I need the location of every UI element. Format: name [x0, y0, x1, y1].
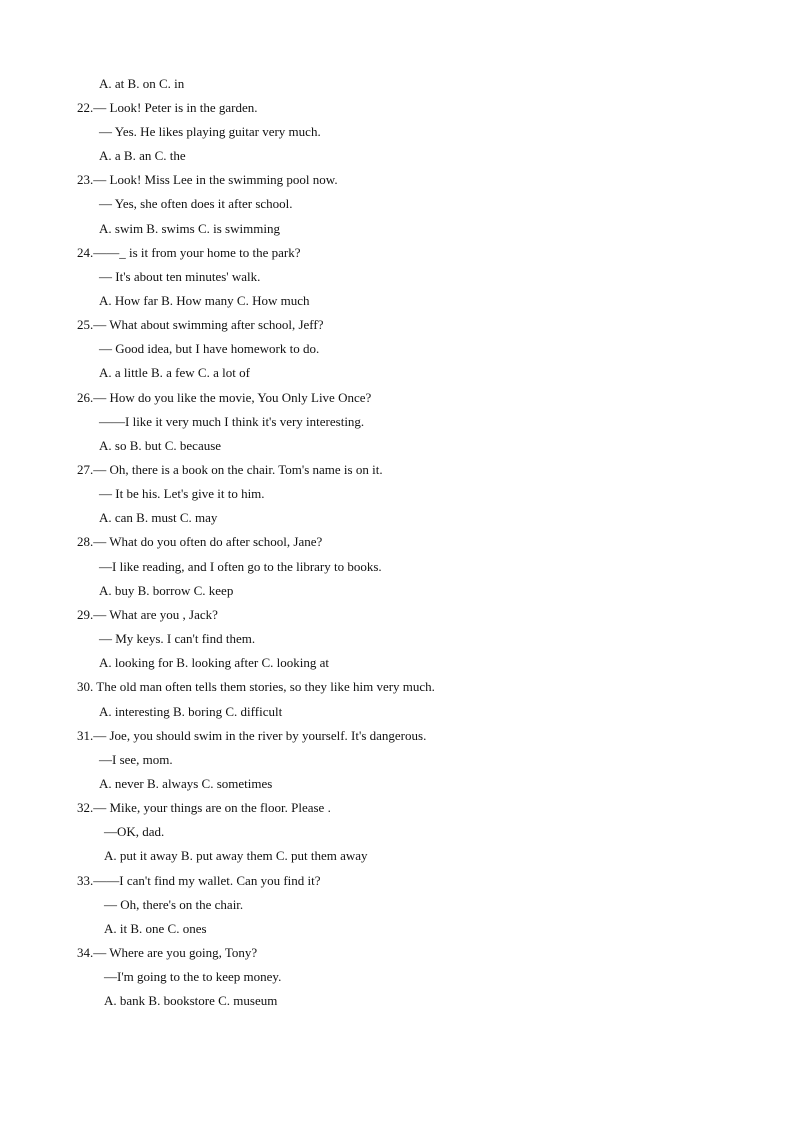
- question-27: 27.— Oh, there is a book on the chair. Tom's name is on it.: [77, 462, 383, 477]
- option-line-q28: A. buy B. borrow C. keep: [99, 583, 234, 598]
- question-25: 25.— What about swimming after school, Jeff?: [77, 317, 324, 332]
- reply-line-q29: — My keys. I can't find them.: [99, 631, 256, 646]
- option-line-q30: A. interesting B. boring C. difficult: [99, 704, 283, 719]
- question-33: 33.——I can't find my wallet. Can you find it?: [77, 873, 321, 888]
- option-line-q33: A. it B. one C. ones: [104, 921, 207, 936]
- option-line-q32: A. put it away B. put away them C. put them away: [104, 848, 368, 863]
- question-32: 32.— Mike, your things are on the floor. Please .: [77, 800, 331, 815]
- option-line-q27: A. can B. must C. may: [99, 510, 218, 525]
- option-line-q34: A. bank B. bookstore C. museum: [104, 993, 278, 1008]
- reply-line-q28: —I like reading, and I often go to the library to books.: [99, 559, 382, 574]
- question-31: 31.— Joe, you should swim in the river by yourself. It's dangerous.: [77, 728, 427, 743]
- option-line-q22: A. a B. an C. the: [99, 148, 186, 163]
- question-24: 24.——_ is it from your home to the park?: [77, 245, 301, 260]
- question-26: 26.— How do you like the movie, You Only Live Once?: [77, 390, 372, 405]
- option-line-q23: A. swim B. swims C. is swimming: [99, 221, 280, 236]
- option-line-q26: A. so B. but C. because: [99, 438, 222, 453]
- question-22: 22.— Look! Peter is in the garden.: [77, 100, 258, 115]
- reply-line-q33: — Oh, there's on the chair.: [104, 897, 244, 912]
- reply-line-q25: — Good idea, but I have homework to do.: [99, 341, 320, 356]
- reply-line-q27: — It be his. Let's give it to him.: [99, 486, 265, 501]
- question-30: 30. The old man often tells them stories, so they like him very much.: [77, 679, 435, 694]
- question-29: 29.— What are you , Jack?: [77, 607, 218, 622]
- option-line-q25: A. a little B. a few C. a lot of: [99, 365, 250, 380]
- option-line-q29: A. looking for B. looking after C. looking at: [99, 655, 330, 670]
- reply-line-q34: —I'm going to the to keep money.: [104, 969, 282, 984]
- reply-line-q24: — It's about ten minutes' walk.: [99, 269, 261, 284]
- option-line-q21: A. at B. on C. in: [99, 76, 185, 91]
- reply-line-q23: — Yes, she often does it after school.: [99, 196, 293, 211]
- question-34: 34.— Where are you going, Tony?: [77, 945, 258, 960]
- reply-line-q31: —I see, mom.: [99, 752, 173, 767]
- reply-line-q32: —OK, dad.: [104, 824, 165, 839]
- option-line-q31: A. never B. always C. sometimes: [99, 776, 273, 791]
- option-line-q24: A. How far B. How many C. How much: [99, 293, 310, 308]
- question-28: 28.— What do you often do after school, Jane?: [77, 534, 323, 549]
- reply-line-q22: — Yes. He likes playing guitar very much.: [99, 124, 321, 139]
- reply-line-q26: ——I like it very much I think it's very interesting.: [99, 414, 365, 429]
- question-23: 23.— Look! Miss Lee in the swimming pool now.: [77, 172, 338, 187]
